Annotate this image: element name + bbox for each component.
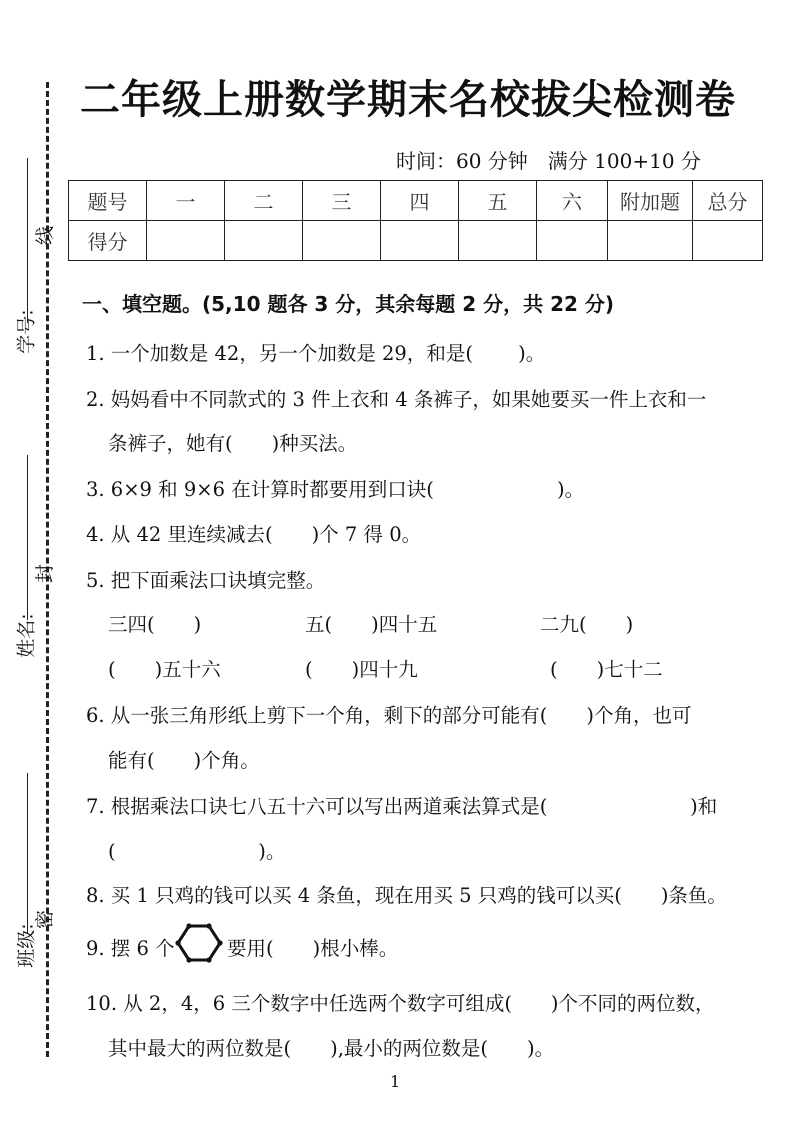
score-header-cell: 总分 <box>693 181 763 221</box>
student-id-label: 学号: <box>15 309 38 354</box>
hexagon-sticks-icon <box>174 922 224 964</box>
score-header-cell: 一 <box>147 181 225 221</box>
question-4: 4. 从 42 里连续减去( )个 7 得 0。 <box>86 523 422 546</box>
exam-info: 时间：60 分钟 满分 100+10 分 <box>396 149 701 173</box>
question-3: 3. 6×9 和 9×6 在计算时都要用到口诀( )。 <box>86 478 585 501</box>
score-header-cell: 二 <box>225 181 303 221</box>
question-9-prefix: 9. 摆 6 个 <box>86 937 175 960</box>
score-cell[interactable] <box>693 221 763 261</box>
score-cell[interactable] <box>381 221 459 261</box>
score-header-cell: 四 <box>381 181 459 221</box>
question-10-line-1: 10. 从 2，4，6 三个数字中任选两个数字可组成( )个不同的两位数， <box>86 992 715 1015</box>
page-title: 二年级上册数学期末名校拔尖检测卷 <box>80 77 736 123</box>
question-8: 8. 买 1 只鸡的钱可以买 4 条鱼，现在用买 5 只鸡的钱可以买( )条鱼。 <box>86 884 727 907</box>
score-table-score-row <box>69 221 763 261</box>
question-6-line-1: 6. 从一张三角形纸上剪下一个角，剩下的部分可能有( )个角，也可 <box>86 704 692 727</box>
question-7-line-1: 7. 根据乘法口诀七八五十六可以写出两道乘法算式是( )和 <box>86 795 718 818</box>
page-number: 1 <box>390 1072 401 1091</box>
question-2-line-2: 条裤子，她有( )种买法。 <box>108 432 358 455</box>
score-row-label: 得分 <box>69 221 147 261</box>
seal-char-seal: 封 <box>34 563 57 584</box>
q5-item: 五( )四十五 <box>305 613 438 636</box>
score-cell[interactable] <box>608 221 693 261</box>
question-1: 1. 一个加数是 42，另一个加数是 29，和是( )。 <box>86 342 546 365</box>
question-7-line-2: ( )。 <box>108 840 286 863</box>
score-header-cell: 五 <box>459 181 537 221</box>
score-table <box>68 180 763 261</box>
question-5: 5. 把下面乘法口诀填完整。 <box>86 569 326 592</box>
question-2-line-1: 2. 妈妈看中不同款式的 3 件上衣和 4 条裤子，如果她要买一件上衣和一 <box>86 388 707 411</box>
seal-char-line: 线 <box>34 225 57 246</box>
class-label: 班级: <box>15 923 38 968</box>
name-underline <box>27 455 28 620</box>
score-header-cell: 题号 <box>69 181 147 221</box>
q5-item: ( )七十二 <box>550 658 663 681</box>
q5-item: ( )四十九 <box>305 658 418 681</box>
seal-char-secret: 密 <box>34 909 57 930</box>
q5-item: 二九( ) <box>540 613 634 636</box>
q5-item: 三四( ) <box>108 613 202 636</box>
score-table-header-row <box>69 181 763 221</box>
class-underline <box>27 773 28 933</box>
question-10-line-2: 其中最大的两位数是( ),最小的两位数是( )。 <box>108 1037 555 1060</box>
score-cell[interactable] <box>225 221 303 261</box>
q5-item: ( )五十六 <box>108 658 221 681</box>
section-heading: 一、填空题。(5,10 题各 3 分，其余每题 2 分，共 22 分) <box>82 292 615 316</box>
score-header-cell: 六 <box>537 181 608 221</box>
question-9-suffix: 要用( )根小棒。 <box>227 937 399 960</box>
question-6-line-2: 能有( )个角。 <box>108 749 260 772</box>
score-cell[interactable] <box>147 221 225 261</box>
score-cell[interactable] <box>303 221 381 261</box>
name-label: 姓名: <box>15 613 38 658</box>
student-id-underline <box>27 158 28 323</box>
score-header-cell: 三 <box>303 181 381 221</box>
score-cell[interactable] <box>537 221 608 261</box>
score-header-cell: 附加题 <box>608 181 693 221</box>
score-cell[interactable] <box>459 221 537 261</box>
